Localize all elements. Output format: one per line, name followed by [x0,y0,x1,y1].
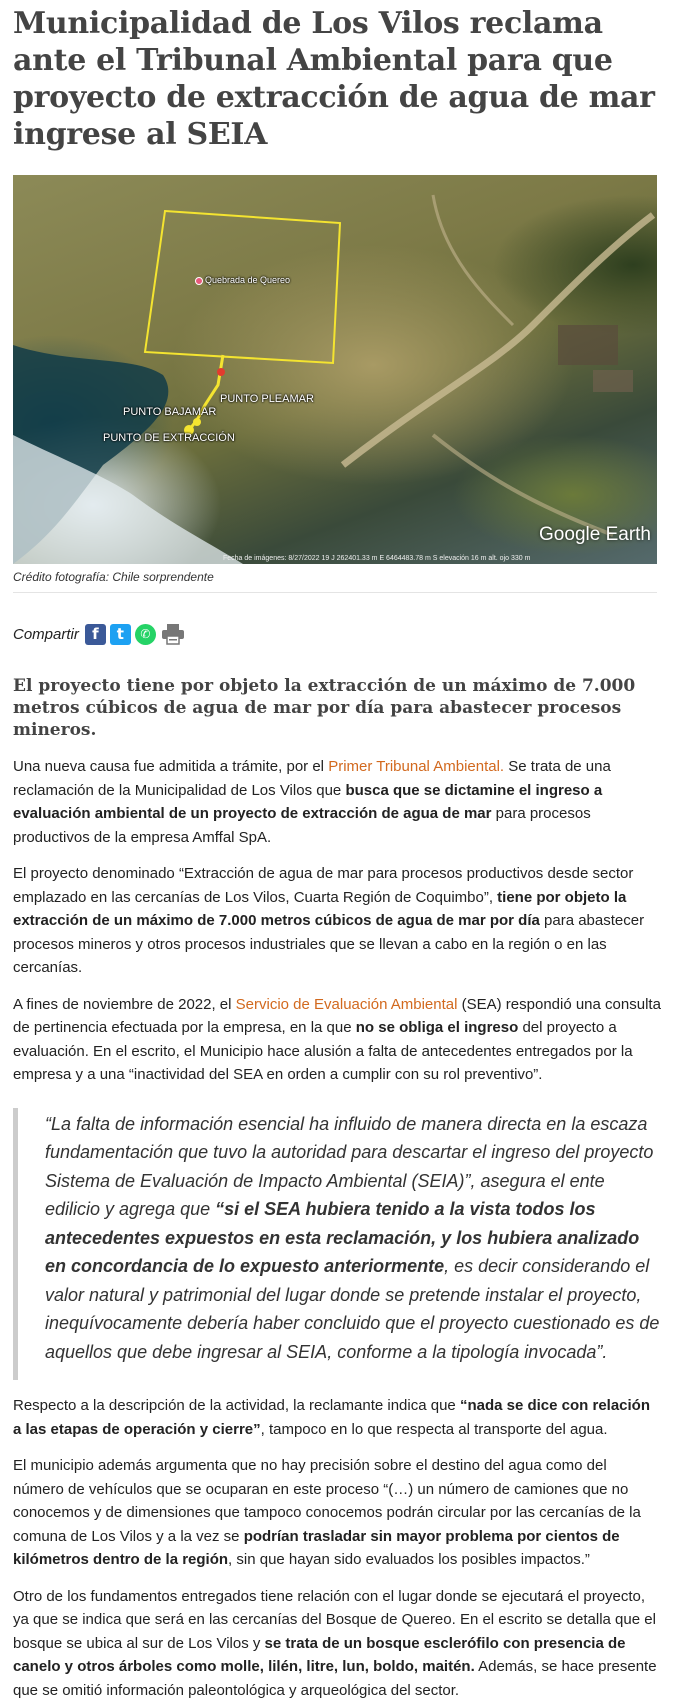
map-label-bajamar: PUNTO BAJAMAR [123,406,216,418]
quote-text-a: “La falta de información esencial ha influido de manera directa en la escaza fundamentación que tuvo la autoridad para descartar el ingreso del proyecto Sistema de Evaluación de Impacto Ambiental (SEIA)”, asegura el ente edilicio y agrega que [45,1114,653,1220]
p5-text-a: El municipio además argumenta que no hay precisión sobre el destino del agua como del número de vehículos que se ocuparan en este proceso “(…) un número de camiones que no conocemos y de dimensiones que tampoco conocemos podrán circular por las cercanías de la comuna de Los Vilos y a la vez se [13,1457,641,1545]
map-label-pleamar: PUNTO PLEAMAR [220,393,314,405]
whatsapp-icon[interactable] [135,624,156,645]
whatsapp-glyph: ✆ [140,627,150,641]
link-sea[interactable]: Servicio de Evaluación Ambiental [236,996,458,1013]
twitter-glyph: t [117,625,124,643]
p2-text-a: El proyecto denominado “Extracción de agua de mar para procesos productivos desde sector emplazado en las cercanías de Los Vilos, Cuarta Región de Coquimbo”, [13,865,633,906]
p5-bold: podrían trasladar sin mayor problema por cientos de kilómetros dentro de la región [13,1528,620,1569]
pull-quote [13,1108,661,1381]
quote-text-b: , es decir considerando el valor natural y patrimonial del lugar donde se pretende instalar el proyecto, inequívocamente debería haber concluido que el proyecto cuestionado es de aquellos que debe ingresar al SEIA, conforme a la tipología invocada”. [45,1256,659,1362]
p1-text-a: Una nueva causa fue admitida a trámite, por el [13,758,328,775]
article-lead: El proyecto tiene por objeto la extracción de un máximo de 7.000 metros cúbicos de agua de mar por día para abastecer procesos mineros. [13,675,657,741]
satellite-map-image [13,175,657,564]
article-title: Municipalidad de Los Vilos reclama ante el Tribunal Ambiental para que proyecto de extracción de agua de mar ingrese al SEIA [13,0,663,153]
paragraph-2 [13,862,661,980]
p1-text-b: Se trata de una reclamación de la Municipalidad de Los Vilos que [13,758,611,799]
p3-text-c: del proyecto a evaluación. En el escrito, el Municipio hace alusión a falta de antecedentes entregados por la empresa y a una “inactividad del SEA en orden a cumplir con su rol preventivo”. [13,1019,633,1083]
p6-text-a: Otro de los fundamentos entregados tiene relación con el lugar donde se ejecutará el proyecto, ya que se indica que será en las cercanías del Bosque de Quereo. En el escrito se detalla que el bosque se ubica al sur de Los Vilos y [13,1588,656,1652]
p3-bold: no se obliga el ingreso [356,1019,519,1036]
print-icon[interactable] [160,624,186,645]
share-bar [13,621,660,647]
p1-bold: busca que se dictamine el ingreso a evaluación ambiental de un proyecto de extracción de agua de mar [13,782,602,823]
p5-text-b: , sin que hayan sido evaluados los posibles impactos.” [228,1551,590,1568]
facebook-icon[interactable] [85,624,106,645]
article-photo [13,175,657,564]
p2-bold: tiene por objeto la extracción de un máximo de 7.000 metros cúbicos de agua de mar por día [13,889,626,930]
p3-text-a: A fines de noviembre de 2022, el [13,996,236,1013]
p4-text-a: Respecto a la descripción de la actividad, la reclamante indica que [13,1397,460,1414]
paragraph-4 [13,1394,661,1441]
map-status-bar: Fecha de imágenes: 8/27/2022 19 J 262401.33 m E 6464483.78 m S elevación 16 m alt. ojo 330 m [223,555,530,562]
paragraph-6 [13,1585,661,1702]
p4-bold: “nada se dice con relación a las etapas de operación y cierre” [13,1397,650,1438]
google-earth-watermark: Google Earth [539,524,651,546]
p1-text-c: para procesos productivos de la empresa Amffal SpA. [13,805,591,846]
map-label-quebrada: Quebrada de Quereo [205,275,290,285]
facebook-glyph: f [92,625,99,643]
share-label: Compartir [13,626,79,643]
link-primer-tribunal[interactable]: Primer Tribunal Ambiental. [328,758,504,775]
p6-text-b: Además, se hace presente que se omitió información paleontológica y arqueológica del sector. [13,1658,657,1699]
p4-text-b: , tampoco en lo que respecta al transporte del agua. [261,1421,608,1438]
paragraph-3 [13,993,661,1087]
photo-caption: Crédito fotografía: Chile sorprendente [13,570,657,593]
paragraph-1 [13,755,661,849]
p6-bold: se trata de un bosque esclerófilo con presencia de canelo y otros árboles como molle, lilén, litre, lun, boldo, maitén. [13,1635,626,1676]
p3-text-b: (SEA) respondió una consulta de pertinencia efectuada por la empresa, en la que [13,996,661,1037]
twitter-icon[interactable] [110,624,131,645]
p2-text-b: para abastecer procesos mineros y otros procesos industriales que se llevan a cabo en la región o en las cercanías. [13,912,644,976]
quote-bold: “si el SEA hubiera tenido a la vista todos los antecedentes expuestos en esta reclamación, y los hubiera analizado en concordancia de lo expuesto anteriormente [45,1199,639,1276]
map-label-extraccion: PUNTO DE EXTRACCIÓN [103,432,235,444]
paragraph-5 [13,1454,661,1572]
